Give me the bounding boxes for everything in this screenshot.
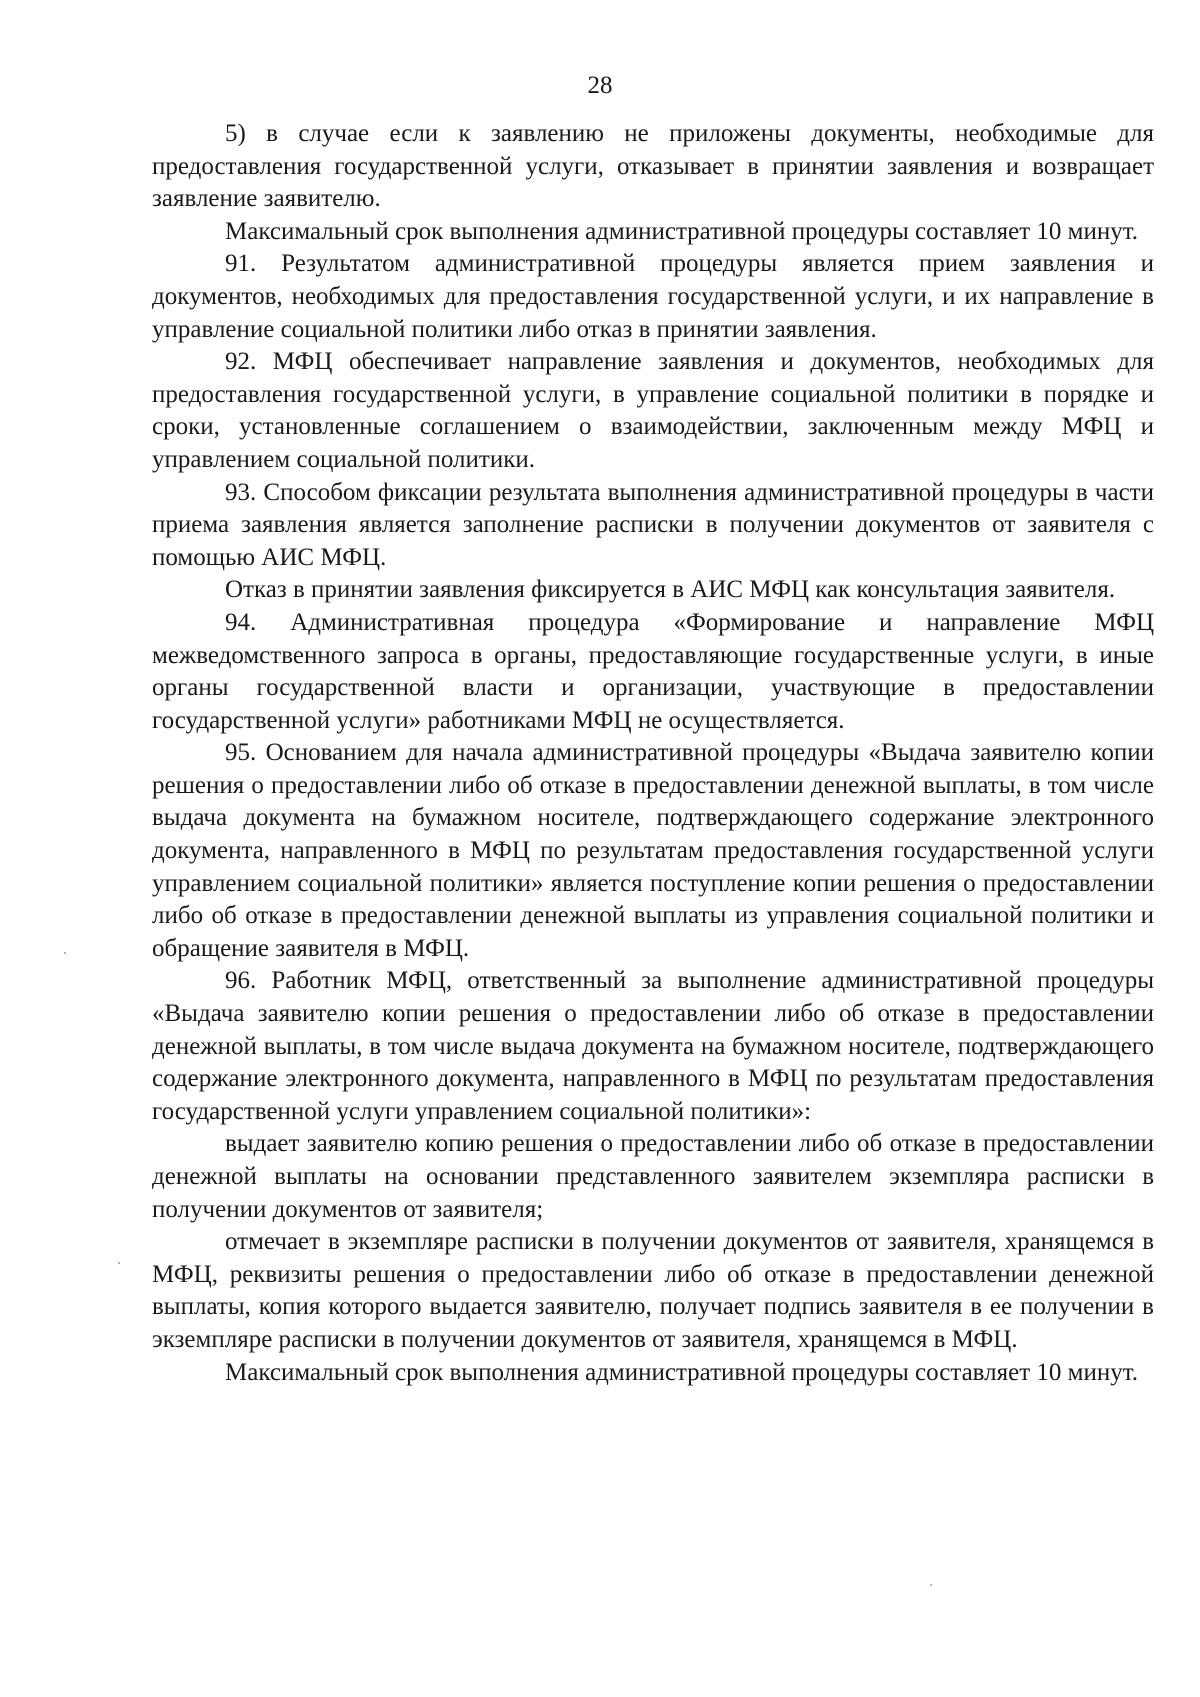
scan-speck [930, 1584, 932, 1586]
paragraph-96: 96. Работник МФЦ, ответственный за выполнение административной процедуры «Выдача заявителю копии решения о предоставлении либо об отказе в предоставлении денежной выплаты, в том числе выдача документа на бумажном носителе, подтверждающего содержание электронного документа, направленного в МФЦ по результатам предоставления государственной услуги управлением социальной политики»: [152, 967, 1154, 1125]
paragraph-91: 91. Результатом административной процедуры является прием заявления и документов, необходимых для предоставления государственной услуги, и их направление в управление социальной политики либо отказ в принятии заявления. [152, 250, 1154, 343]
paragraph-95: 95. Основанием для начала административной процедуры «Выдача заявителю копии решения о предоставлении либо об отказе в предоставлении денежной выплаты, в том числе выдача документа на бумажном носителе, подтверждающего содержание электронного документа, направленного в МФЦ по результатам предоставления государственной услуги управлением социальной политики» является поступление копии решения о предоставлении либо об отказе в предоставлении денежной выплаты из управления социальной политики и обращение заявителя в МФЦ. [152, 739, 1154, 962]
paragraph-item-5: 5) в случае если к заявлению не приложены документы, необходимые для предоставления государственной услуги, отказывает в принятии заявления и возвращает заявление заявителю. [152, 120, 1154, 213]
scan-speck [118, 1262, 120, 1264]
paragraph-max-time-2: Максимальный срок выполнения административной процедуры составляет 10 минут. [225, 1358, 1139, 1386]
paragraph-refusal-note: Отказ в принятии заявления фиксируется в АИС МФЦ как консультация заявителя. [225, 576, 1116, 604]
paragraph-93: 93. Способом фиксации результата выполнения административной процедуры в части приема заявления является заполнение расписки в получении документов от заявителя с помощью АИС МФЦ. [152, 478, 1154, 571]
scan-speck [64, 952, 66, 954]
paragraph-max-time-1: Максимальный срок выполнения административной процедуры составляет 10 минут. [225, 217, 1139, 245]
document-body [152, 118, 1154, 1389]
paragraph-92: 92. МФЦ обеспечивает направление заявления и документов, необходимых для предоставления государственной услуги, в управление социальной политики в порядке и сроки, установленные соглашением о взаимодействии, заключенным между МФЦ и управлением социальной политики. [152, 348, 1154, 473]
paragraph-94: 94. Административная процедура «Формирование и направление МФЦ межведомственного запроса в органы, предоставляющие государственные услуги, в иные органы государственной власти и организации, участвующие в предоставлении государственной услуги» работниками МФЦ не осуществляется. [152, 608, 1154, 734]
page-number: 28 [587, 72, 613, 99]
paragraph-96-issue-copy: выдает заявителю копию решения о предоставлении либо об отказе в предоставлении денежной выплаты на основании представленного заявителем экземпляра расписки в получении документов от заявителя; [152, 1130, 1154, 1223]
paragraph-96-mark-receipt: отмечает в экземпляре расписки в получении документов от заявителя, хранящемся в МФЦ, реквизиты решения о предоставлении либо об отказе в предоставлении денежной выплаты, копия которого выдается заявителю, получает подпись заявителя в ее получении в экземпляре расписки в получении документов от заявителя, хранящемся в МФЦ. [152, 1228, 1154, 1353]
